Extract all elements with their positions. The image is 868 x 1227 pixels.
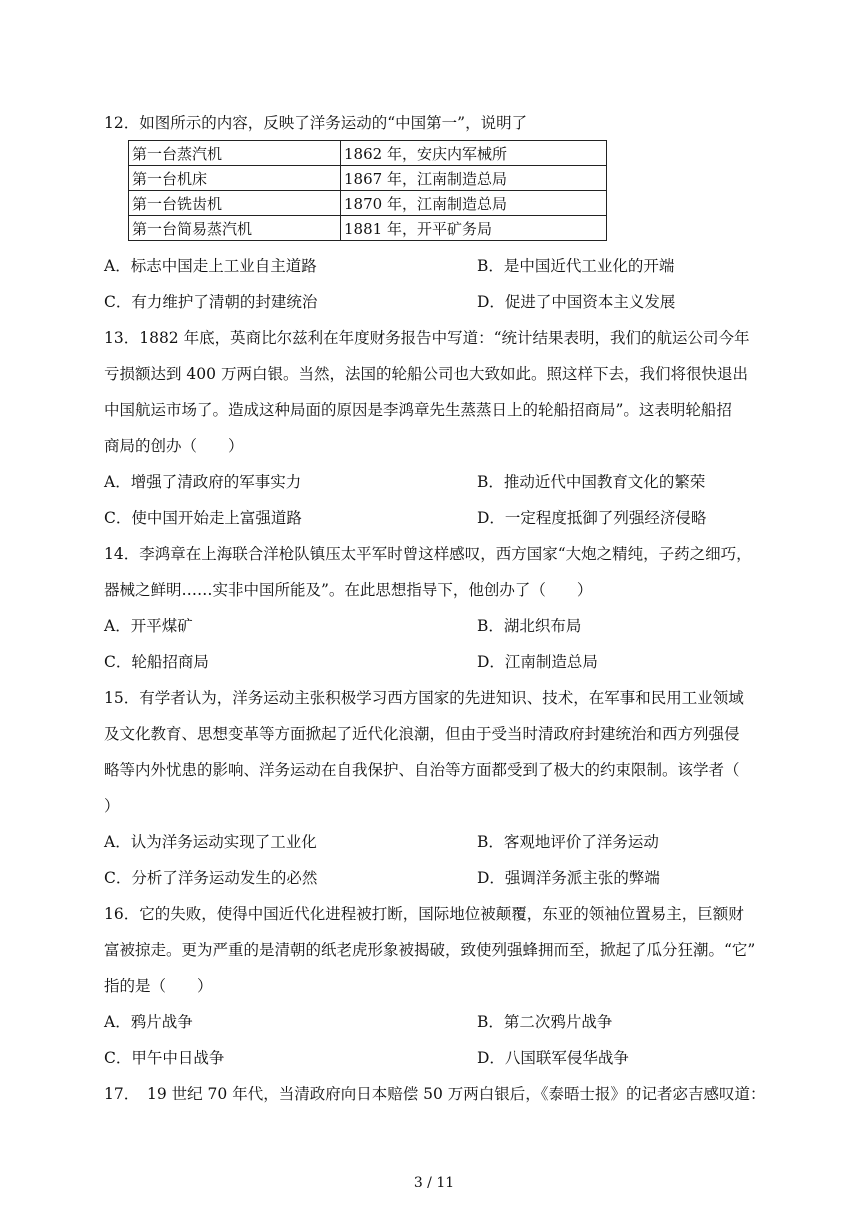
q16-stem-line: 富被掠走。更为严重的是清朝的纸老虎形象被揭破，致使列强蜂拥而至，掀起了瓜分狂潮。“它” (104, 941, 756, 959)
q15-stem-line: ） (104, 797, 120, 815)
table-row (129, 166, 607, 191)
q14-option-d: D．江南制造总局 (477, 653, 598, 671)
q12-option-c: C．有力维护了清朝的封建统治 (104, 293, 318, 311)
q14-option-c: C．轮船招商局 (104, 653, 209, 671)
q13-stem-line: 中国航运市场了。造成这种局面的原因是李鸿章先生蒸蒸日上的轮船招商局”。这表明轮船招 (104, 401, 732, 419)
page-number: 3 / 11 (413, 1175, 455, 1191)
q15-stem-line: 及文化教育、思想变革等方面掀起了近代化浪潮，但由于受当时清政府封建统治和西方列强侵 (104, 725, 740, 743)
q17-stem-line: 17． 19 世纪 70 年代，当清政府向日本赔偿 50 万两白银后，《泰晤士报》的记者宓吉感叹道： (104, 1085, 766, 1103)
q16-option-b: B．第二次鸦片战争 (477, 1013, 613, 1031)
table-cell: 1870 年，江南制造总局 (341, 191, 607, 216)
table-cell: 1867 年，江南制造总局 (341, 166, 607, 191)
q14-option-b: B．湖北织布局 (477, 617, 582, 635)
table-cell: 第一台机床 (129, 166, 341, 191)
table-cell: 第一台简易蒸汽机 (129, 216, 341, 241)
q15-stem-line: 15．有学者认为，洋务运动主张积极学习西方国家的先进知识、技术，在军事和民用工业领域 (104, 689, 744, 707)
q16-stem-line: 16．它的失败，使得中国近代化进程被打断，国际地位被颠覆，东亚的领袖位置易主，巨额财 (104, 905, 744, 923)
q12-option-b: B．是中国近代工业化的开端 (477, 257, 675, 275)
q15-option-a: A．认为洋务运动实现了工业化 (104, 833, 317, 851)
table-row (129, 216, 607, 241)
q16-stem-line: 指的是（ ） (104, 977, 213, 995)
q12-stem: 12．如图所示的内容，反映了洋务运动的“中国第一”，说明了 (104, 114, 528, 132)
q16-option-d: D．八国联军侵华战争 (477, 1049, 629, 1067)
q13-stem-line: 亏损额达到 400 万两白银。当然，法国的轮船公司也大致如此。照这样下去，我们将很快退出 (104, 365, 748, 383)
q13-option-a: A．增强了清政府的军事实力 (104, 473, 302, 491)
q14-stem-line: 器械之鲜明……实非中国所能及”。在此思想指导下，他创办了（ ） (104, 581, 593, 599)
table-cell: 1881 年，开平矿务局 (341, 216, 607, 241)
table-row (129, 141, 607, 166)
q15-option-d: D．强调洋务派主张的弊端 (477, 869, 660, 887)
table-row (129, 191, 607, 216)
q12-table (128, 140, 607, 241)
table-cell: 第一台蒸汽机 (129, 141, 341, 166)
q16-option-c: C．甲午中日战争 (104, 1049, 225, 1067)
q14-option-a: A．开平煤矿 (104, 617, 193, 635)
q13-option-b: B．推动近代中国教育文化的繁荣 (477, 473, 706, 491)
q13-stem-line: 商局的创办（ ） (104, 437, 244, 455)
q14-stem-line: 14．李鸿章在上海联合洋枪队镇压太平军时曾这样感叹，西方国家“大炮之精纯，子药之细巧， (104, 545, 752, 563)
q15-option-b: B．客观地评价了洋务运动 (477, 833, 659, 851)
q13-option-c: C．使中国开始走上富强道路 (104, 509, 302, 527)
q13-option-d: D．一定程度抵御了列强经济侵略 (477, 509, 707, 527)
q15-option-c: C．分析了洋务运动发生的必然 (104, 869, 318, 887)
q12-option-d: D．促进了中国资本主义发展 (477, 293, 676, 311)
q16-option-a: A．鸦片战争 (104, 1013, 193, 1031)
q15-stem-line: 略等内外忧患的影响、洋务运动在自我保护、自治等方面都受到了极大的约束限制。该学者（ (104, 761, 740, 779)
q12-option-a: A．标志中国走上工业自主道路 (104, 257, 317, 275)
q13-stem-line: 13．1882 年底，英商比尔兹利在年度财务报告中写道：“统计结果表明，我们的航运公司今年 (104, 329, 750, 347)
table-cell: 第一台铣齿机 (129, 191, 341, 216)
table-cell: 1862 年，安庆内军械所 (341, 141, 607, 166)
